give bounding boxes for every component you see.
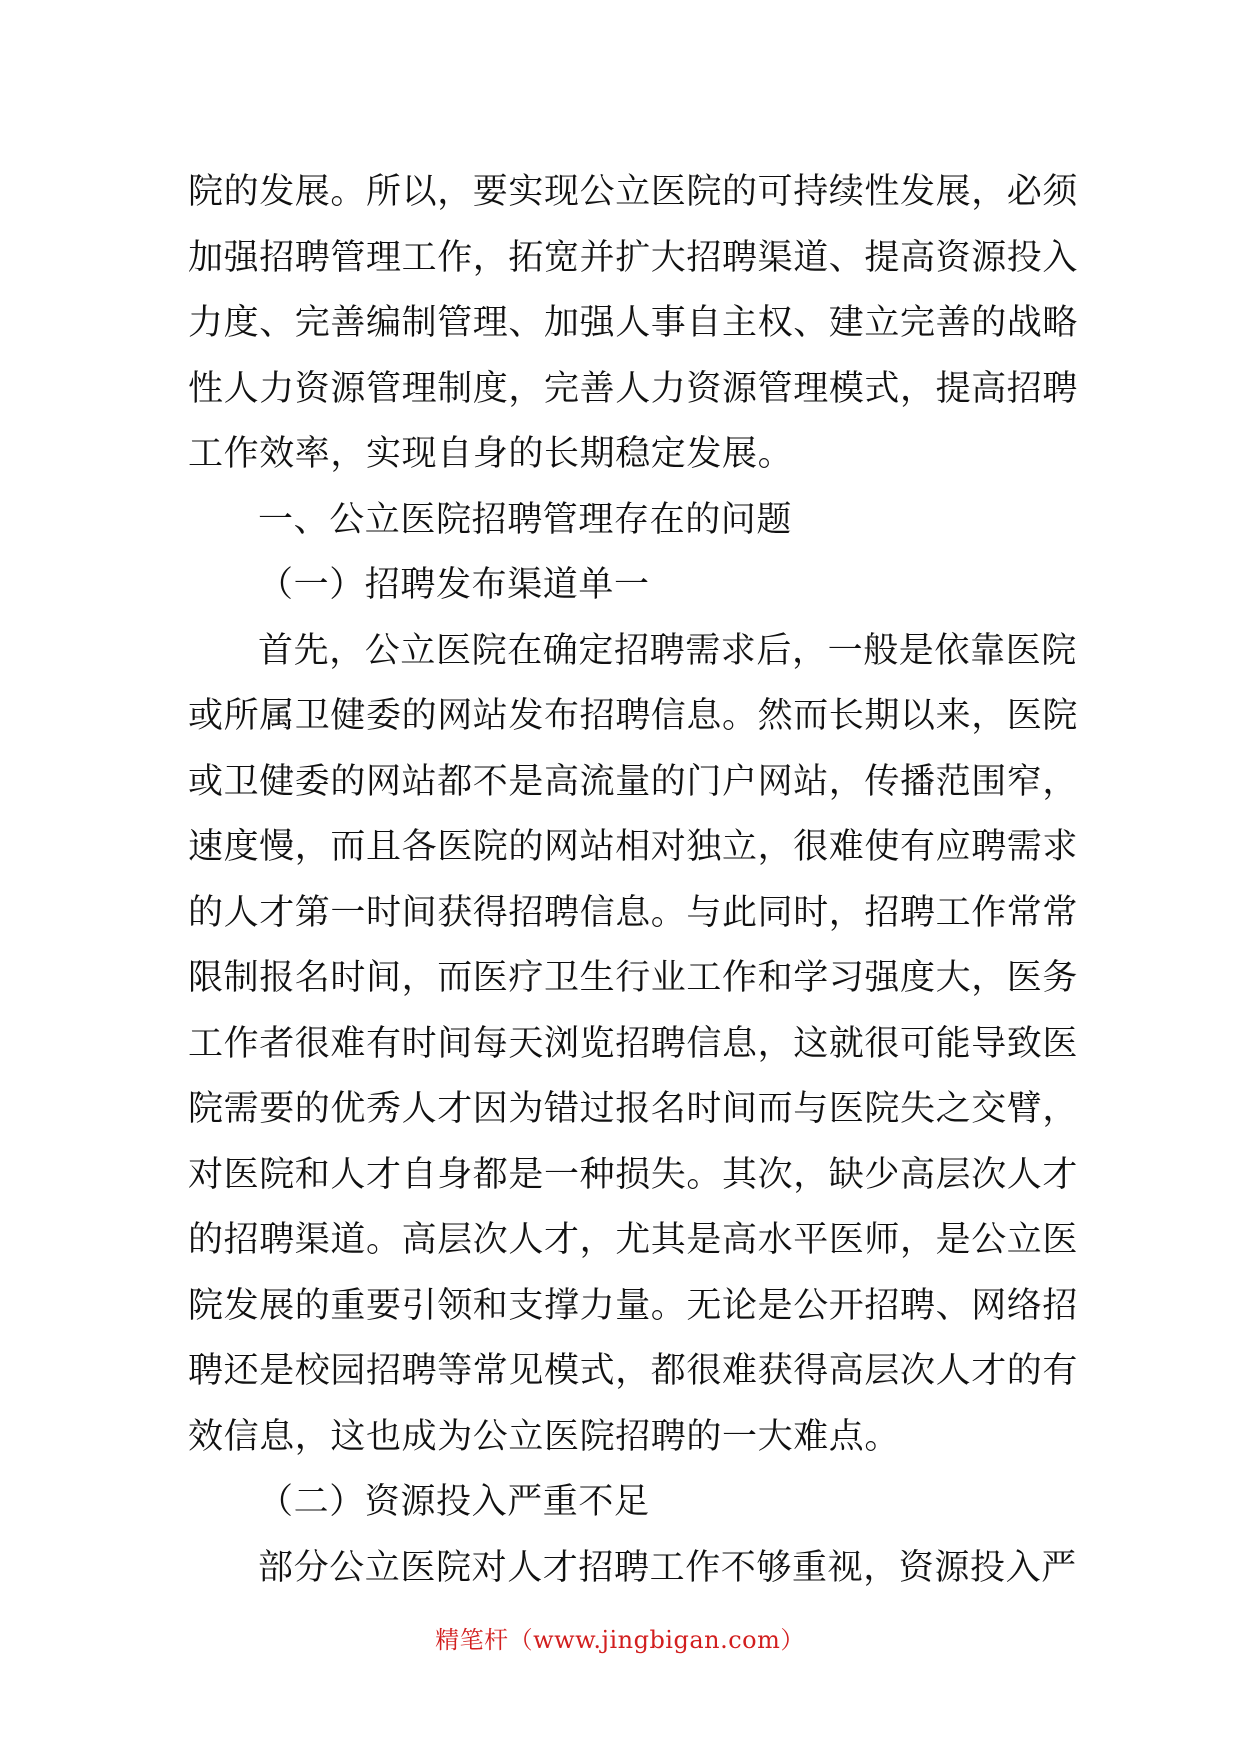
paragraph-line: 的招聘渠道。高层次人才，尤其是高水平医师，是公立医: [188, 1220, 1079, 1260]
paragraph-line: 院需要的优秀人才因为错过报名时间而与医院失之交臂，: [188, 1089, 1079, 1129]
paragraph-line: 工作者很难有时间每天浏览招聘信息，这就很可能导致医: [188, 1023, 1079, 1064]
paragraph-line: 工作效率，实现自身的长期稳定发展。: [188, 434, 794, 474]
paragraph-line: 力度、完善编制管理、加强人事自主权、建立完善的战略: [188, 303, 1079, 343]
paragraph-line: 聘还是校园招聘等常见模式，都很难获得高层次人才的有: [188, 1351, 1079, 1391]
subsection-heading: （二）资源投入严重不足: [258, 1482, 650, 1522]
paragraph-line: 性人力资源管理制度，完善人力资源管理模式，提高招聘: [188, 368, 1079, 409]
paragraph-line: 部分公立医院对人才招聘工作不够重视，资源投入严: [258, 1547, 1077, 1588]
paragraph-line: 加强招聘管理工作，拓宽并扩大招聘渠道、提高资源投入: [188, 237, 1079, 278]
section-heading: 一、公立医院招聘管理存在的问题: [258, 499, 793, 540]
paragraph-line: 效信息，这也成为公立医院招聘的一大难点。: [188, 1416, 901, 1457]
paragraph-line: 速度慢，而且各医院的网站相对独立，很难使有应聘需求: [188, 827, 1079, 867]
paragraph-line: 院发展的重要引领和支撑力量。无论是公开招聘、网络招: [188, 1285, 1079, 1326]
paragraph-line: 首先，公立医院在确定招聘需求后，一般是依靠医院: [258, 630, 1077, 671]
paragraph-line: 或卫健委的网站都不是高流量的门户网站，传播范围窄，: [188, 761, 1079, 802]
paragraph-line: 的人才第一时间获得招聘信息。与此同时，招聘工作常常: [188, 892, 1079, 933]
footer-watermark: 精笔杆（www.jingbigan.com）: [435, 1626, 805, 1654]
document-body: [188, 160, 1079, 1601]
paragraph-line: 对医院和人才自身都是一种损失。其次，缺少高层次人才: [188, 1154, 1079, 1195]
paragraph-line: 院的发展。所以，要实现公立医院的可持续性发展，必须: [188, 172, 1079, 212]
subsection-heading: （一）招聘发布渠道单一: [258, 565, 650, 605]
paragraph-line: 限制报名时间，而医疗卫生行业工作和学习强度大，医务: [188, 958, 1079, 998]
paragraph-line: 或所属卫健委的网站发布招聘信息。然而长期以来，医院: [188, 696, 1079, 736]
